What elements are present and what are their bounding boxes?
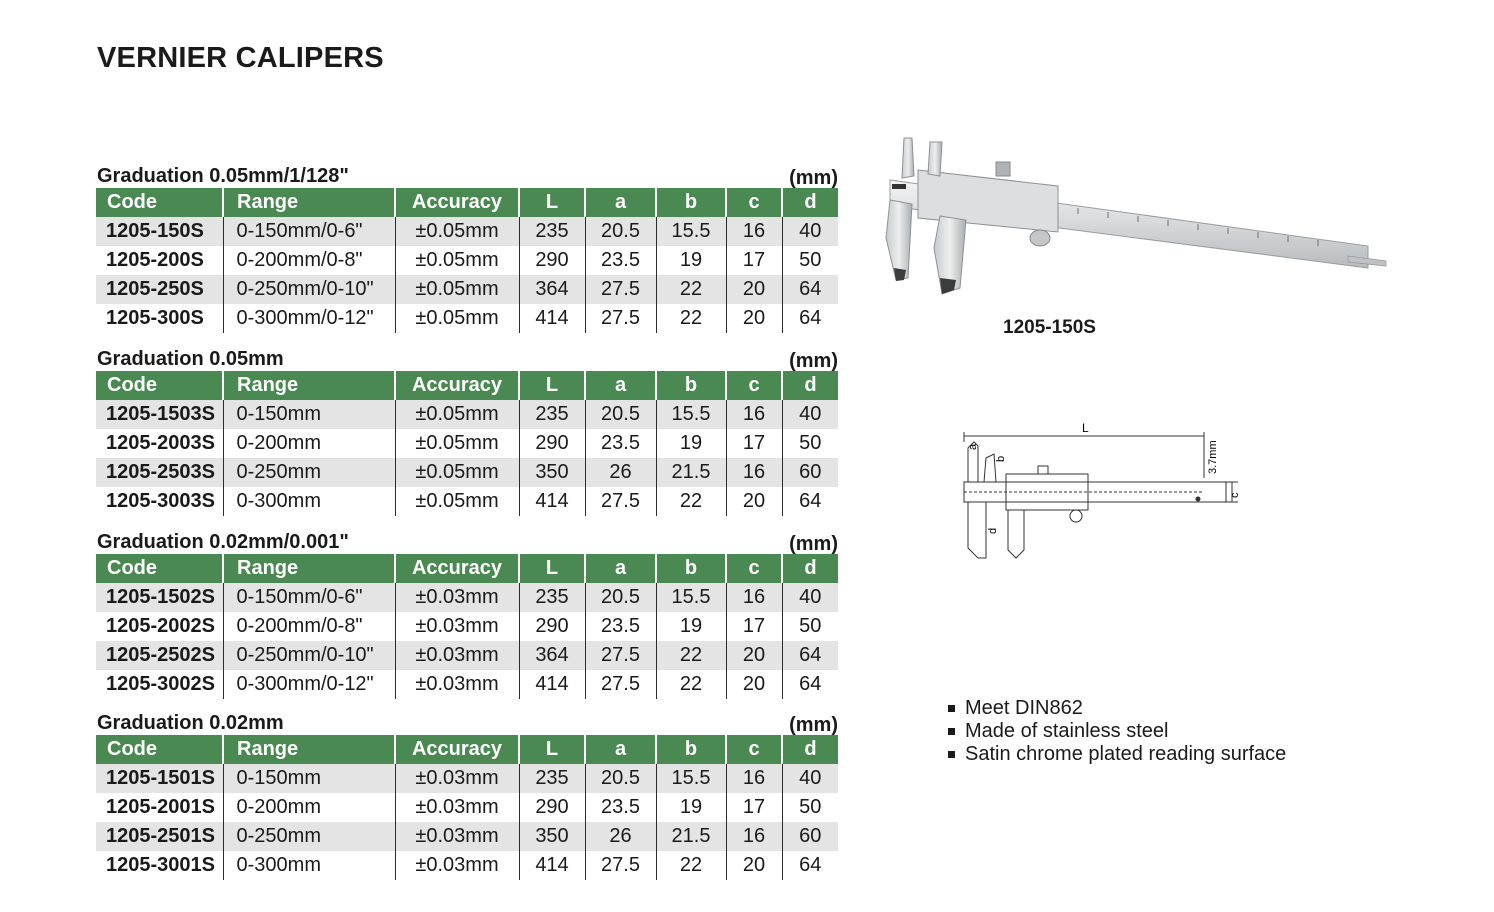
- table-row: [96, 487, 838, 516]
- cell-l: 350: [519, 458, 585, 487]
- table-row: [96, 641, 838, 670]
- cell-accuracy: ±0.03mm: [395, 793, 519, 822]
- cell-d: 64: [782, 641, 838, 670]
- cell-d: 40: [782, 217, 838, 246]
- cell-d: 40: [782, 583, 838, 612]
- graduation-label: Graduation 0.05mm: [97, 348, 284, 370]
- dim-label-L: L: [1082, 421, 1089, 435]
- cell-a: 26: [585, 822, 656, 851]
- cell-l: 235: [519, 583, 585, 612]
- cell-range: 0-150mm: [223, 400, 395, 429]
- cell-d: 64: [782, 487, 838, 516]
- unit-label: (mm): [789, 714, 838, 736]
- column-header-c: c: [726, 554, 782, 583]
- bullet-icon: [948, 705, 955, 712]
- cell-b: 15.5: [656, 400, 726, 429]
- cell-b: 19: [656, 429, 726, 458]
- cell-accuracy: ±0.05mm: [395, 400, 519, 429]
- column-header-code: Code: [96, 188, 223, 217]
- spec-table-block-1: [96, 166, 838, 333]
- column-header-l: L: [519, 371, 585, 400]
- cell-c: 20: [726, 275, 782, 304]
- table-row: [96, 275, 838, 304]
- cell-l: 290: [519, 246, 585, 275]
- cell-c: 16: [726, 822, 782, 851]
- column-header-code: Code: [96, 735, 223, 764]
- cell-a: 23.5: [585, 246, 656, 275]
- cell-code: 1205-2502S: [96, 641, 223, 670]
- cell-d: 50: [782, 793, 838, 822]
- cell-accuracy: ±0.05mm: [395, 217, 519, 246]
- cell-b: 22: [656, 670, 726, 699]
- column-header-d: d: [782, 188, 838, 217]
- cell-d: 64: [782, 275, 838, 304]
- table-row: [96, 304, 838, 333]
- cell-a: 27.5: [585, 670, 656, 699]
- column-header-accuracy: Accuracy: [395, 188, 519, 217]
- column-header-accuracy: Accuracy: [395, 554, 519, 583]
- cell-c: 20: [726, 851, 782, 880]
- table-header-row: [96, 735, 838, 764]
- cell-b: 21.5: [656, 822, 726, 851]
- cell-b: 22: [656, 304, 726, 333]
- cell-code: 1205-3003S: [96, 487, 223, 516]
- cell-code: 1205-3002S: [96, 670, 223, 699]
- cell-a: 26: [585, 458, 656, 487]
- dim-label-c: c: [1229, 492, 1241, 498]
- graduation-label: Graduation 0.02mm: [97, 712, 284, 734]
- cell-d: 64: [782, 670, 838, 699]
- cell-code: 1205-250S: [96, 275, 223, 304]
- feature-item: [946, 743, 1286, 766]
- cell-a: 20.5: [585, 217, 656, 246]
- table-row: [96, 458, 838, 487]
- cell-range: 0-250mm/0-10": [223, 641, 395, 670]
- cell-a: 20.5: [585, 583, 656, 612]
- cell-c: 20: [726, 641, 782, 670]
- table-row: [96, 246, 838, 275]
- cell-a: 27.5: [585, 275, 656, 304]
- feature-item: [946, 720, 1286, 743]
- column-header-b: b: [656, 554, 726, 583]
- table-row: [96, 583, 838, 612]
- cell-a: 27.5: [585, 304, 656, 333]
- cell-code: 1205-2001S: [96, 793, 223, 822]
- dimension-diagram: [958, 418, 1248, 568]
- cell-d: 40: [782, 764, 838, 793]
- cell-c: 17: [726, 246, 782, 275]
- table-caption: [96, 713, 838, 735]
- column-header-c: c: [726, 735, 782, 764]
- cell-d: 64: [782, 851, 838, 880]
- cell-l: 290: [519, 793, 585, 822]
- column-header-range: Range: [223, 371, 395, 400]
- column-header-code: Code: [96, 371, 223, 400]
- cell-code: 1205-300S: [96, 304, 223, 333]
- cell-accuracy: ±0.03mm: [395, 583, 519, 612]
- cell-c: 17: [726, 612, 782, 641]
- cell-accuracy: ±0.03mm: [395, 851, 519, 880]
- column-header-range: Range: [223, 735, 395, 764]
- cell-c: 17: [726, 429, 782, 458]
- cell-d: 40: [782, 400, 838, 429]
- dim-label-a: a: [967, 443, 979, 450]
- unit-label: (mm): [789, 533, 838, 555]
- cell-a: 20.5: [585, 400, 656, 429]
- cell-a: 23.5: [585, 793, 656, 822]
- spec-table: [96, 188, 838, 333]
- column-header-d: d: [782, 735, 838, 764]
- cell-a: 27.5: [585, 487, 656, 516]
- caliper-body: [886, 138, 1386, 294]
- table-row: [96, 612, 838, 641]
- column-header-c: c: [726, 371, 782, 400]
- caliper-photo: [878, 128, 1390, 303]
- unit-label: (mm): [789, 350, 838, 372]
- table-row: [96, 822, 838, 851]
- cell-range: 0-300mm: [223, 851, 395, 880]
- table-row: [96, 400, 838, 429]
- cell-b: 22: [656, 487, 726, 516]
- cell-c: 20: [726, 670, 782, 699]
- cell-code: 1205-2503S: [96, 458, 223, 487]
- table-row: [96, 851, 838, 880]
- column-header-d: d: [782, 371, 838, 400]
- cell-d: 50: [782, 429, 838, 458]
- column-header-range: Range: [223, 554, 395, 583]
- cell-d: 60: [782, 458, 838, 487]
- cell-code: 1205-1501S: [96, 764, 223, 793]
- column-header-b: b: [656, 188, 726, 217]
- cell-range: 0-150mm: [223, 764, 395, 793]
- feature-text: Made of stainless steel: [965, 720, 1169, 742]
- cell-accuracy: ±0.05mm: [395, 429, 519, 458]
- column-header-a: a: [585, 554, 656, 583]
- cell-range: 0-200mm: [223, 793, 395, 822]
- cell-b: 15.5: [656, 764, 726, 793]
- cell-l: 290: [519, 429, 585, 458]
- cell-a: 23.5: [585, 612, 656, 641]
- cell-c: 17: [726, 793, 782, 822]
- cell-code: 1205-2002S: [96, 612, 223, 641]
- table-row: [96, 429, 838, 458]
- cell-l: 414: [519, 670, 585, 699]
- cell-code: 1205-150S: [96, 217, 223, 246]
- cell-c: 20: [726, 487, 782, 516]
- column-header-d: d: [782, 554, 838, 583]
- cell-accuracy: ±0.03mm: [395, 670, 519, 699]
- graduation-label: Graduation 0.02mm/0.001": [97, 531, 349, 553]
- cell-range: 0-250mm/0-10": [223, 275, 395, 304]
- cell-d: 64: [782, 304, 838, 333]
- table-row: [96, 793, 838, 822]
- bullet-icon: [948, 751, 955, 758]
- column-header-code: Code: [96, 554, 223, 583]
- column-header-l: L: [519, 188, 585, 217]
- spec-table: [96, 735, 838, 880]
- cell-d: 60: [782, 822, 838, 851]
- cell-c: 16: [726, 583, 782, 612]
- caliper-outline: [964, 432, 1238, 558]
- features-list: [946, 697, 1286, 766]
- table-row: [96, 764, 838, 793]
- page-title: VERNIER CALIPERS: [97, 42, 384, 74]
- cell-l: 235: [519, 764, 585, 793]
- cell-accuracy: ±0.03mm: [395, 641, 519, 670]
- table-header-row: [96, 554, 838, 583]
- cell-a: 23.5: [585, 429, 656, 458]
- bullet-icon: [948, 728, 955, 735]
- table-header-row: [96, 188, 838, 217]
- table-row: [96, 217, 838, 246]
- cell-range: 0-200mm/0-8": [223, 612, 395, 641]
- cell-b: 15.5: [656, 217, 726, 246]
- spec-table: [96, 554, 838, 699]
- cell-code: 1205-1502S: [96, 583, 223, 612]
- dim-label-depth: 3.7mm: [1207, 440, 1219, 474]
- cell-accuracy: ±0.05mm: [395, 275, 519, 304]
- cell-l: 414: [519, 487, 585, 516]
- column-header-b: b: [656, 735, 726, 764]
- column-header-l: L: [519, 554, 585, 583]
- feature-text: Meet DIN862: [965, 697, 1083, 719]
- cell-accuracy: ±0.05mm: [395, 246, 519, 275]
- cell-range: 0-200mm/0-8": [223, 246, 395, 275]
- column-header-a: a: [585, 371, 656, 400]
- cell-l: 414: [519, 304, 585, 333]
- cell-code: 1205-3001S: [96, 851, 223, 880]
- cell-l: 235: [519, 400, 585, 429]
- column-header-accuracy: Accuracy: [395, 735, 519, 764]
- cell-c: 16: [726, 400, 782, 429]
- cell-range: 0-300mm/0-12": [223, 304, 395, 333]
- graduation-label: Graduation 0.05mm/1/128": [97, 165, 349, 187]
- cell-range: 0-250mm: [223, 822, 395, 851]
- cell-c: 16: [726, 764, 782, 793]
- feature-item: [946, 697, 1286, 720]
- column-header-a: a: [585, 735, 656, 764]
- cell-accuracy: ±0.03mm: [395, 764, 519, 793]
- column-header-range: Range: [223, 188, 395, 217]
- cell-accuracy: ±0.05mm: [395, 487, 519, 516]
- cell-accuracy: ±0.03mm: [395, 822, 519, 851]
- cell-l: 364: [519, 275, 585, 304]
- dim-label-d: d: [987, 527, 999, 534]
- cell-range: 0-250mm: [223, 458, 395, 487]
- cell-c: 16: [726, 458, 782, 487]
- column-header-l: L: [519, 735, 585, 764]
- cell-code: 1205-2501S: [96, 822, 223, 851]
- column-header-b: b: [656, 371, 726, 400]
- unit-label: (mm): [789, 167, 838, 189]
- cell-range: 0-150mm/0-6": [223, 217, 395, 246]
- cell-l: 364: [519, 641, 585, 670]
- cell-code: 1205-2003S: [96, 429, 223, 458]
- spec-table-block-3: [96, 532, 838, 699]
- cell-accuracy: ±0.05mm: [395, 458, 519, 487]
- cell-b: 22: [656, 851, 726, 880]
- table-row: [96, 670, 838, 699]
- table-caption: [96, 349, 838, 371]
- cell-d: 50: [782, 246, 838, 275]
- cell-b: 15.5: [656, 583, 726, 612]
- cell-l: 414: [519, 851, 585, 880]
- cell-range: 0-300mm/0-12": [223, 670, 395, 699]
- cell-b: 22: [656, 641, 726, 670]
- table-caption: [96, 532, 838, 554]
- column-header-c: c: [726, 188, 782, 217]
- table-header-row: [96, 371, 838, 400]
- cell-b: 19: [656, 246, 726, 275]
- cell-b: 22: [656, 275, 726, 304]
- cell-l: 235: [519, 217, 585, 246]
- column-header-a: a: [585, 188, 656, 217]
- cell-a: 20.5: [585, 764, 656, 793]
- cell-code: 1205-1503S: [96, 400, 223, 429]
- table-caption: [96, 166, 838, 188]
- cell-code: 1205-200S: [96, 246, 223, 275]
- cell-d: 50: [782, 612, 838, 641]
- cell-b: 19: [656, 793, 726, 822]
- cell-l: 350: [519, 822, 585, 851]
- cell-a: 27.5: [585, 851, 656, 880]
- cell-accuracy: ±0.05mm: [395, 304, 519, 333]
- cell-b: 19: [656, 612, 726, 641]
- spec-table-block-4: [96, 713, 838, 880]
- column-header-accuracy: Accuracy: [395, 371, 519, 400]
- dim-label-b: b: [995, 455, 1007, 462]
- photo-caption: 1205-150S: [1003, 317, 1096, 338]
- cell-l: 290: [519, 612, 585, 641]
- cell-c: 16: [726, 217, 782, 246]
- cell-range: 0-300mm: [223, 487, 395, 516]
- cell-c: 20: [726, 304, 782, 333]
- cell-range: 0-150mm/0-6": [223, 583, 395, 612]
- feature-text: Satin chrome plated reading surface: [965, 743, 1287, 765]
- cell-accuracy: ±0.03mm: [395, 612, 519, 641]
- cell-b: 21.5: [656, 458, 726, 487]
- spec-table-block-2: [96, 349, 838, 516]
- cell-range: 0-200mm: [223, 429, 395, 458]
- cell-a: 27.5: [585, 641, 656, 670]
- spec-table: [96, 371, 838, 516]
